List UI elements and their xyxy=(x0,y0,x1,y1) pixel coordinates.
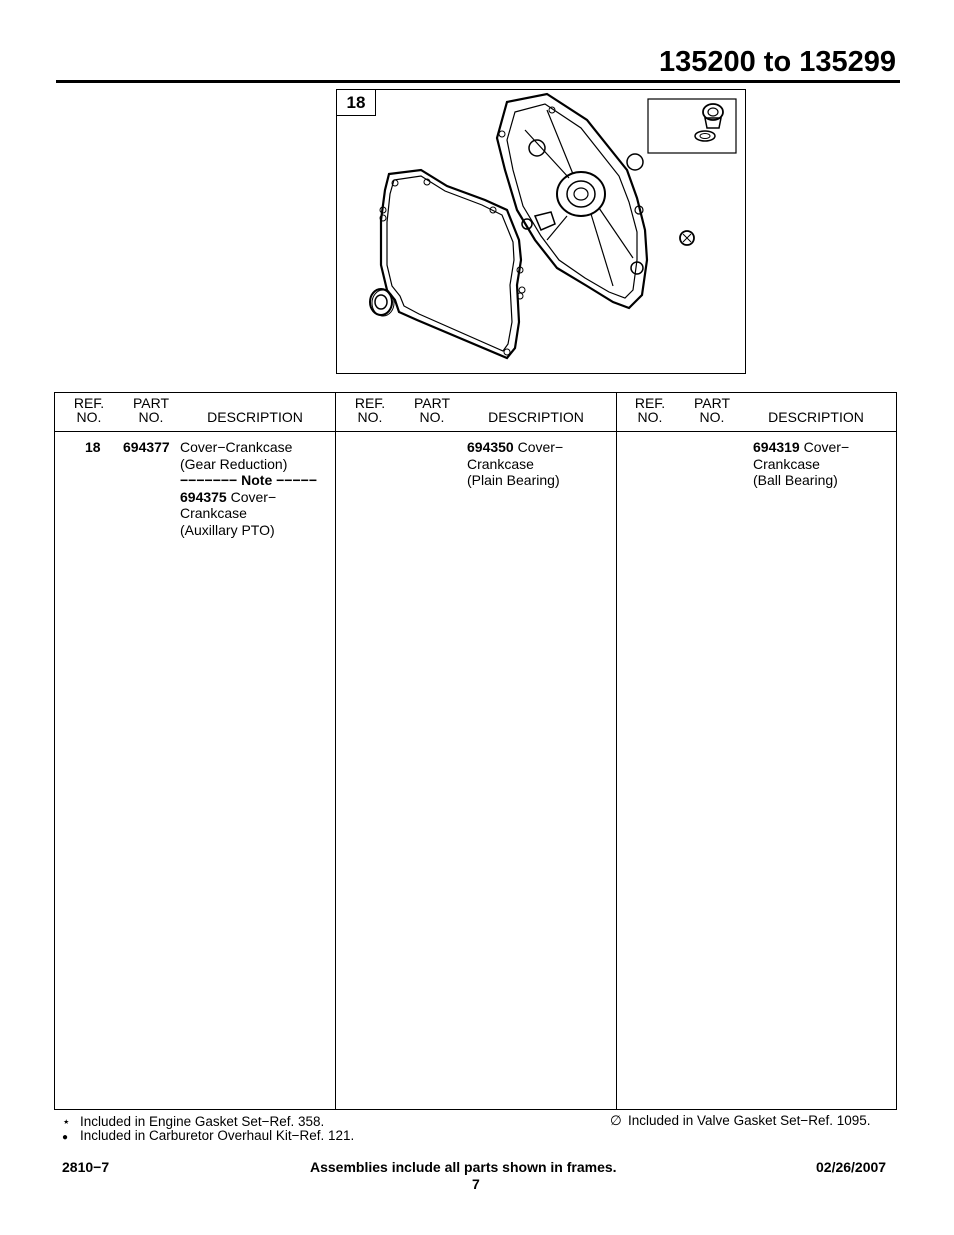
part-description: 694319 Cover− Crankcase (Ball Bearing) xyxy=(753,439,850,489)
part-description: 694350 Cover− Crankcase (Plain Bearing) xyxy=(467,439,564,489)
oil-seal-shape xyxy=(370,289,394,316)
page-number: 7 xyxy=(472,1176,480,1192)
header-ref: REF. NO. xyxy=(354,395,386,425)
header-ref: REF. NO. xyxy=(634,395,666,425)
crankcase-cover-illustration xyxy=(337,90,745,373)
header-part: PART NO. xyxy=(132,395,170,425)
header-part: PART NO. xyxy=(413,395,451,425)
footnote-dot: ● Included in Carburetor Overhaul Kit−Ref. 121. xyxy=(62,1128,355,1143)
column-divider xyxy=(616,393,617,1109)
parts-table xyxy=(54,392,897,1110)
empty-set-icon: ∅ xyxy=(610,1113,622,1128)
star-icon: ⋆ xyxy=(62,1114,71,1129)
footnote-empty-set: ∅ Included in Valve Gasket Set−Ref. 1095. xyxy=(610,1113,871,1128)
ref-number: 18 xyxy=(85,439,101,455)
page-title: 135200 to 135299 xyxy=(658,46,896,78)
header-rule xyxy=(55,431,896,432)
part-number: 694319 xyxy=(753,439,800,455)
footer-note: Assemblies include all parts shown in frames. xyxy=(310,1159,617,1175)
header-description: DESCRIPTION xyxy=(768,409,864,425)
part-number: 694350 xyxy=(467,439,514,455)
footnote-star: ⋆ Included in Engine Gasket Set−Ref. 358. xyxy=(62,1114,325,1129)
part-number: 694377 xyxy=(123,439,170,455)
inset-frame xyxy=(648,99,736,153)
header-description: DESCRIPTION xyxy=(488,409,584,425)
part-description: Cover−Crankcase (Gear Reduction) −−−−−−− Note −−−−− 694375 Cover− Crankcase (Auxillary PTO) xyxy=(180,439,317,538)
title-rule xyxy=(56,80,900,83)
note-line: −−−−−−− Note −−−−− xyxy=(180,472,317,489)
document-number: 2810−7 xyxy=(62,1159,110,1175)
plug-shape xyxy=(680,231,694,245)
footer-date: 02/26/2007 xyxy=(816,1159,887,1175)
bullet-icon: ● xyxy=(62,1132,69,1143)
figure-ref-label: 18 xyxy=(337,90,376,116)
header-ref: REF. NO. xyxy=(73,395,105,425)
parts-figure xyxy=(336,89,746,374)
header-description: DESCRIPTION xyxy=(207,409,303,425)
alt-part-number: 694375 xyxy=(180,488,227,505)
gasket-shape xyxy=(381,170,521,358)
column-divider xyxy=(335,393,336,1109)
header-part: PART NO. xyxy=(693,395,731,425)
